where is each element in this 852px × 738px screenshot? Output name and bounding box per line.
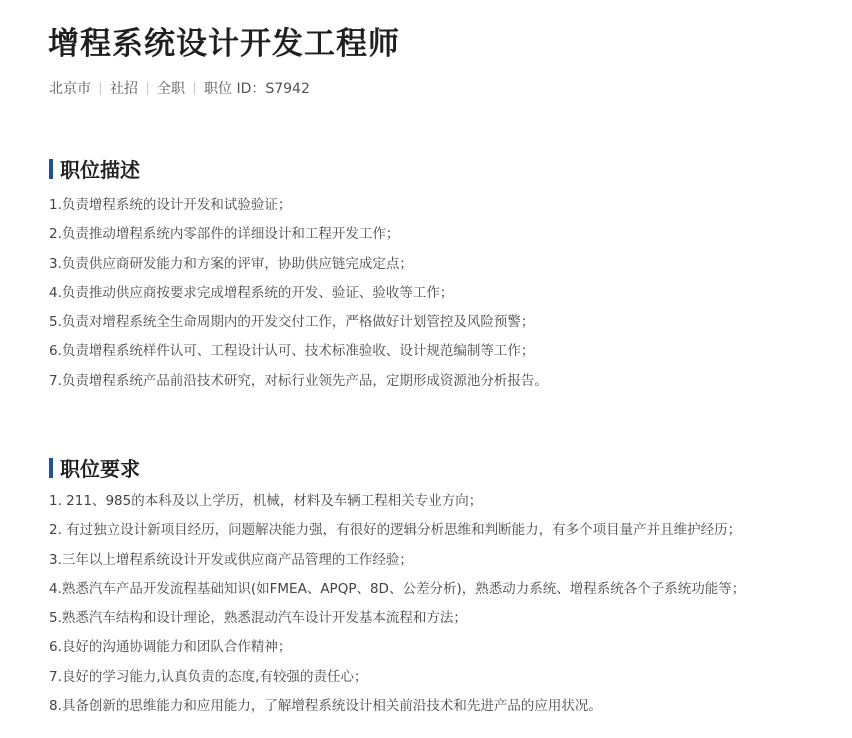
job-meta [49, 78, 310, 98]
job-title: 增程系统设计开发工程师 [48, 26, 400, 62]
section-heading-requirements [49, 453, 140, 482]
section-accent-bar [49, 159, 53, 179]
list-item: 3.负责供应商研发能力和方案的评审，协助供应链完成定点； [49, 255, 413, 272]
list-item: 4.负责推动供应商按要求完成增程系统的开发、验证、验收等工作； [49, 284, 454, 301]
job-recruit-type: 社招 [110, 81, 138, 97]
list-item: 4.熟悉汽车产品开发流程基础知识(如FMEA、APQP、8D、公差分析)，熟悉动力系统、增程系统各个子系统功能等； [49, 580, 746, 597]
list-item: 3.三年以上增程系统设计开发或供应商产品管理的工作经验； [49, 551, 413, 568]
list-item: 1. 211、985的本科及以上学历，机械，材料及车辆工程相关专业方向； [49, 493, 483, 509]
list-item: 1.负责增程系统的设计开发和试验验证； [49, 197, 292, 213]
list-item: 2. 有过独立设计新项目经历，问题解决能力强，有很好的逻辑分析思维和判断能力，有多个项目量产并且维护经历； [49, 522, 742, 539]
list-item: 7.负责增程系统产品前沿技术研究，对标行业领先产品，定期形成资源池分析报告。 [49, 372, 548, 389]
section-title: 职位要求 [60, 457, 140, 481]
meta-divider [100, 82, 101, 95]
list-item: 6.负责增程系统样件认可、工程设计认可、技术标准验收、设计规范编制等工作； [49, 343, 535, 360]
list-item: 7.良好的学习能力,认真负责的态度,有较强的责任心； [49, 668, 368, 685]
section-heading-description [49, 154, 140, 183]
section-accent-bar [49, 458, 53, 478]
list-item: 6.良好的沟通协调能力和团队合作精神； [49, 639, 292, 656]
requirements-list [49, 487, 745, 721]
description-list [49, 191, 548, 396]
list-item: 5.熟悉汽车结构和设计理论，熟悉混动汽车设计开发基本流程和方法； [49, 610, 467, 627]
list-item: 8.具备创新的思维能力和应用能力，了解增程系统设计相关前沿技术和先进产品的应用状况。 [49, 698, 602, 715]
list-item: 2.负责推动增程系统内零部件的详细设计和工程开发工作； [49, 226, 400, 243]
job-id: 职位 ID：S7942 [204, 81, 310, 97]
job-employment-type: 全职 [157, 81, 185, 97]
section-title: 职位描述 [60, 158, 140, 182]
meta-divider [147, 82, 148, 95]
job-location: 北京市 [49, 81, 91, 97]
list-item: 5.负责对增程系统全生命周期内的开发交付工作，严格做好计划管控及风险预警； [49, 314, 535, 331]
meta-divider [194, 82, 195, 95]
